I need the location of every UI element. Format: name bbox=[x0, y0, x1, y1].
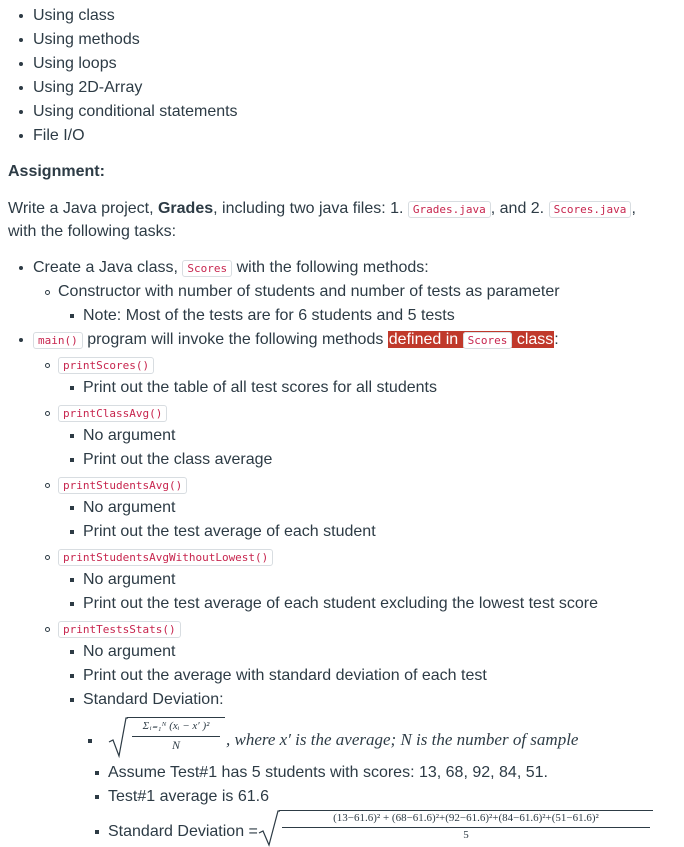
assignment-page: Using class Using methods Using loops Using 2D-Array Using conditional statements File I/O Assignment: Write a Java project, Grades, including two java files: 1. Grades.java , and 2. Scores.java , with the following tasks: Create a Java class, Scores with the following methods: Constructor with number of students and number of tests as parameter Note: Most of the tests are for 6 students and 5 tests main() program will invoke the following methods defined in Scores class: printScores() Print out the table of all test scores for all students printClassAvg() No argument Print out the class average printStudentsAvg() No argument Print out the test average of each student printStudentsAvgWithoutLowest() No argument Print out the test average of each student excluding the lowest test score printTestsStats() No argument Print out the average with standard deviation of each test Standard Deviation: Σ ᵢ₌₁ᴺ (xᵢ − x′ )² N , where x′ is the average; N is the number of sample Assume Test#1 has 5 students with scores: 13, 68, 92, 84, 51. Test#1 average is 61.6 Standard Deviation = (13−61.6)² + (68−61.6)²+(92−61.6)²+(84−61.6)²+(51−61.6)² 5 bbox=[0, 0, 684, 847]
file-scores-java: Scores.java bbox=[549, 201, 632, 218]
method-code: printScores() bbox=[58, 357, 154, 374]
formula-numerator: Σ ᵢ₌₁ᴺ (xᵢ − x′ )² bbox=[142, 720, 210, 732]
std-dev-example bbox=[0, 808, 684, 847]
highlight-defined-in: defined in Scores class bbox=[388, 331, 554, 348]
method-code: printStudentsAvgWithoutLowest() bbox=[58, 549, 273, 566]
class-scores-code: Scores bbox=[182, 260, 232, 277]
method-code: printStudentsAvg() bbox=[58, 477, 187, 494]
sd-denominator: 5 bbox=[463, 829, 469, 841]
formula-where-text: , where x′ is the average; N is the number of sample bbox=[226, 730, 579, 749]
formula-denominator: N bbox=[171, 738, 180, 752]
main-method-code: main() bbox=[33, 332, 83, 349]
file-grades-java: Grades.java bbox=[408, 201, 491, 218]
intro-line2: with the following tasks: bbox=[8, 223, 177, 240]
intro-paragraph: Write a Java project, Grades, including two java files: 1. Grades.java , and 2. Scores.java , bbox=[8, 200, 636, 217]
std-dev-formula bbox=[0, 712, 684, 762]
assignment-heading: Assignment: bbox=[8, 163, 105, 180]
sqrt-sign-icon bbox=[258, 809, 280, 847]
sd-numerator: (13−61.6)² + (68−61.6)²+(92−61.6)²+(84−61.6)²+(51−61.6)² bbox=[333, 812, 599, 824]
std-dev-label: Standard Deviation = bbox=[108, 823, 258, 840]
project-name: Grades bbox=[157, 200, 214, 217]
method-code: printClassAvg() bbox=[58, 405, 167, 422]
highlight-scores-code: Scores bbox=[463, 332, 513, 349]
method-code: printTestsStats() bbox=[58, 621, 181, 638]
sqrt-sign-icon bbox=[108, 716, 128, 760]
